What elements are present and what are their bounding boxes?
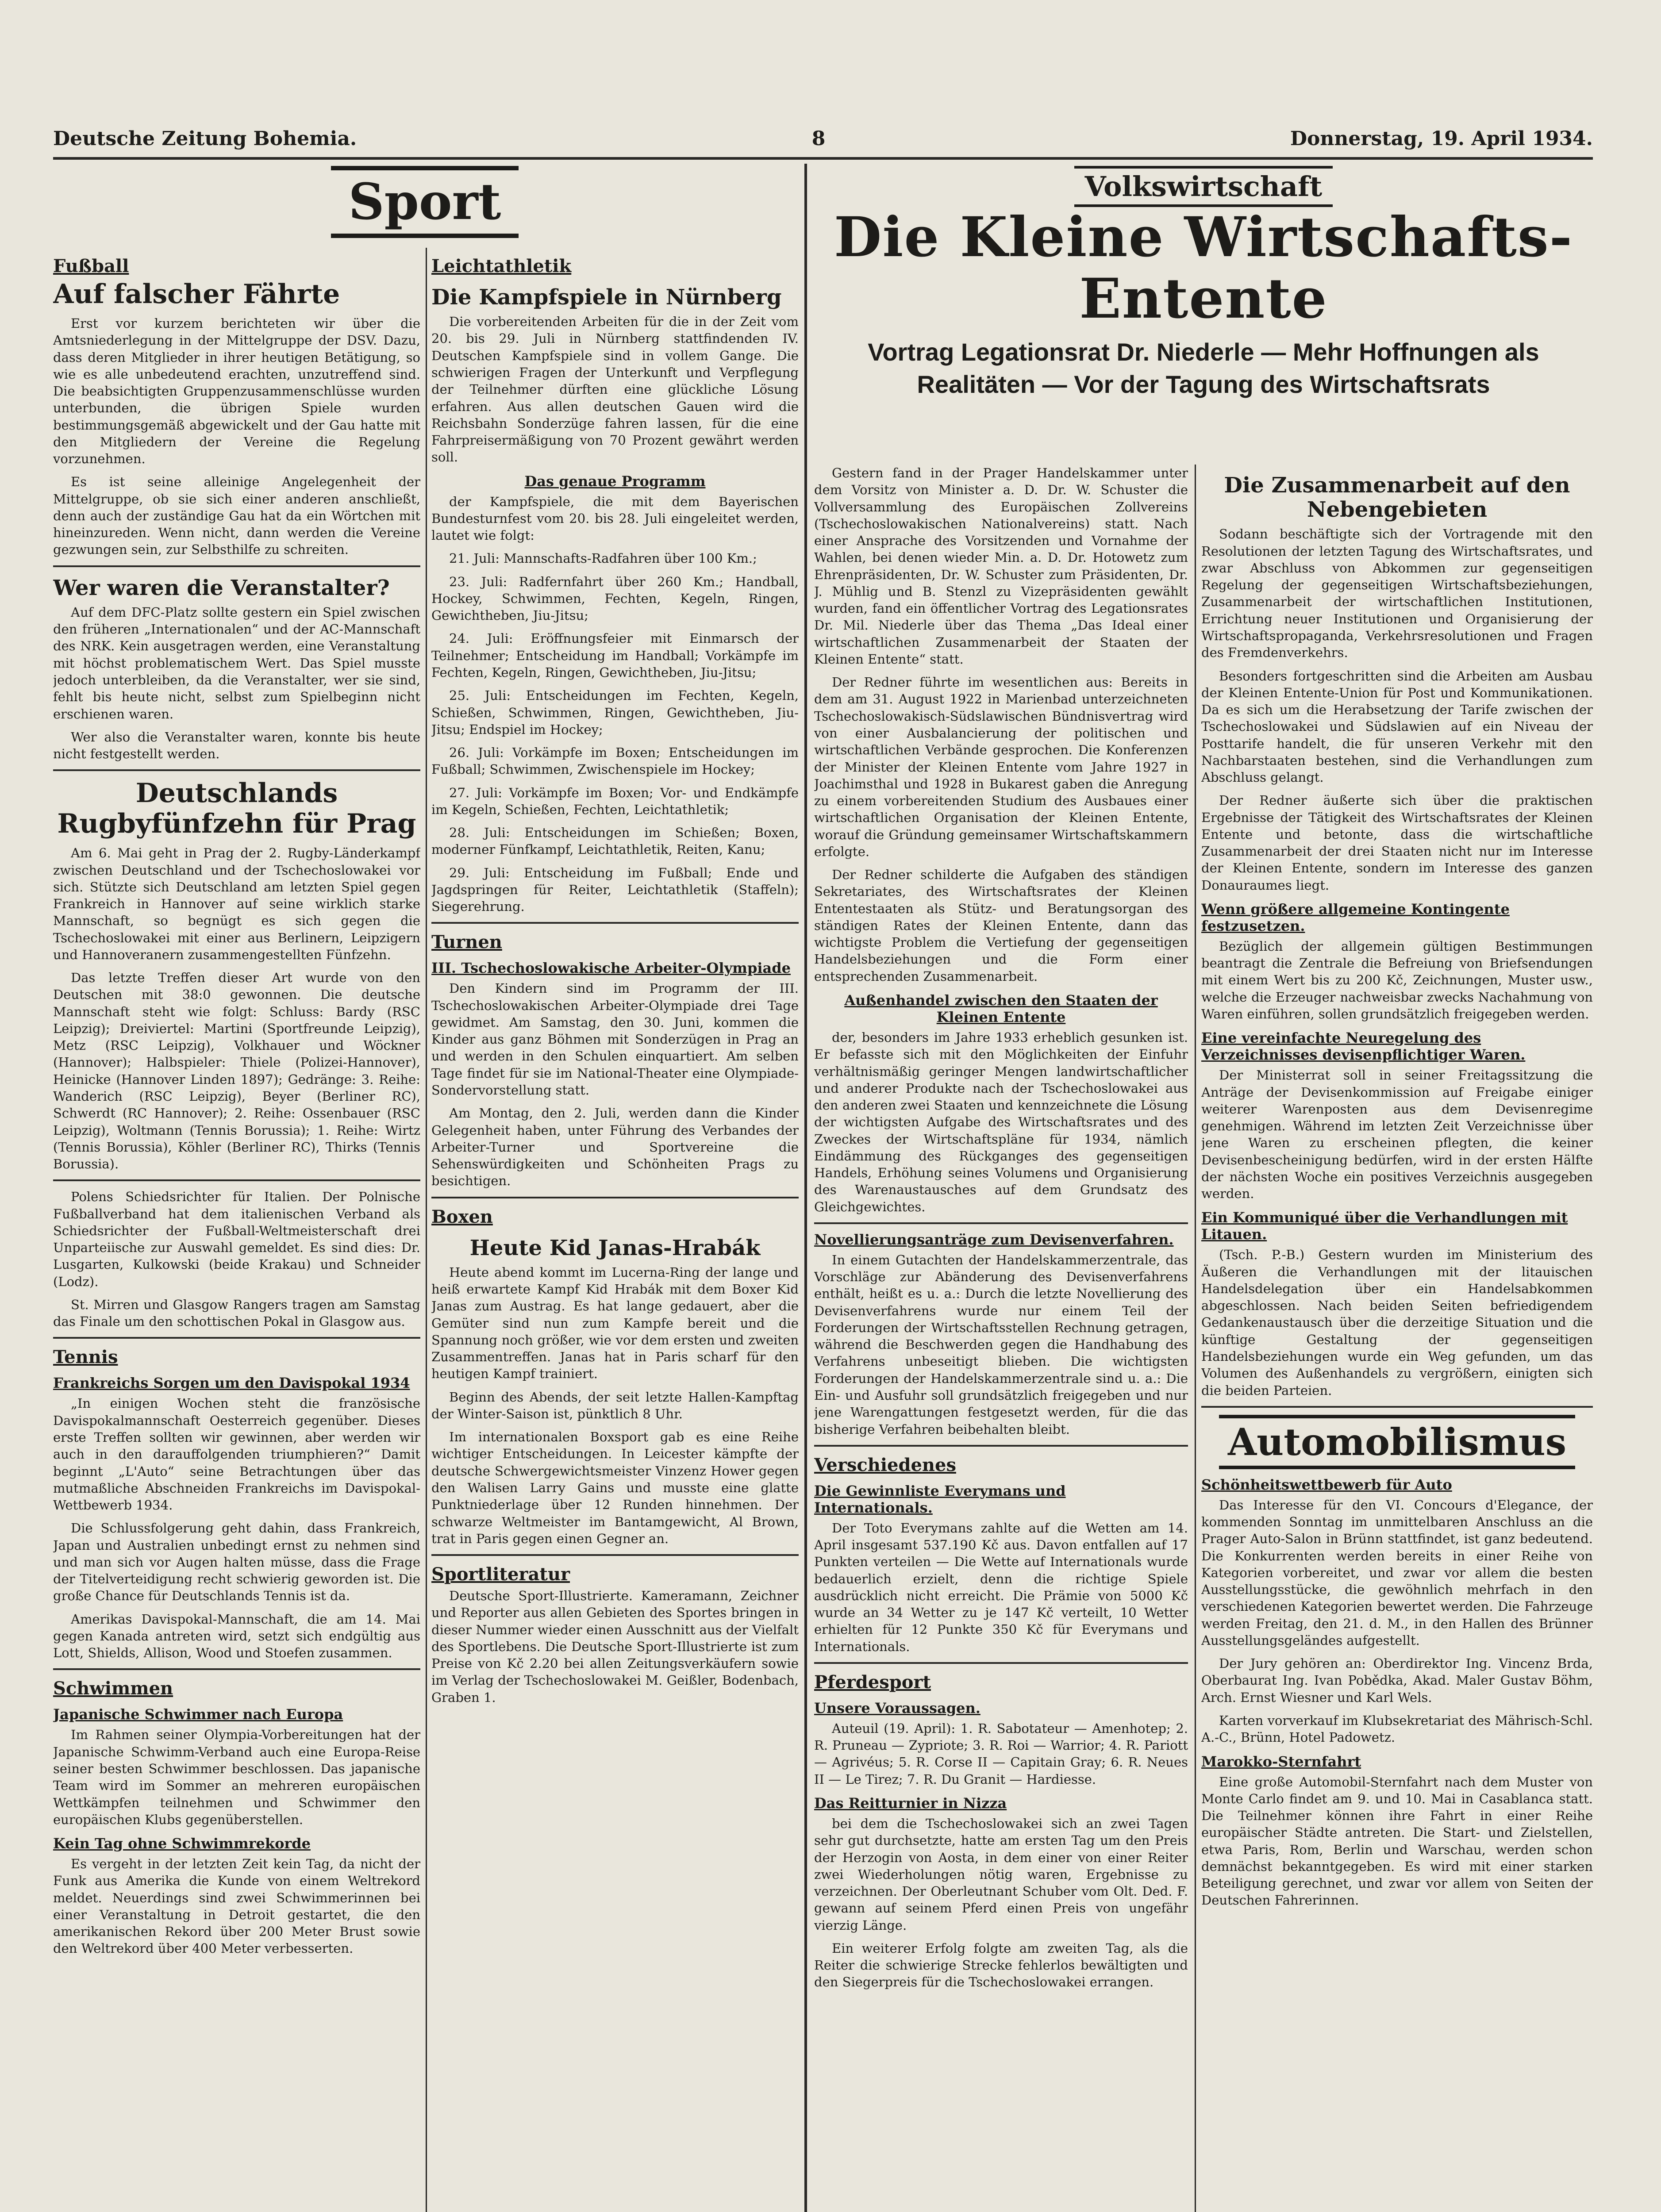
novel-body: In einem Gutachten der Handelskammerzentrale, das Vorschläge zur Abänderung des Devisenverfahrens enthält, heißt es u. a.: Durch die letzte Novellierung des Devisenverfahrens wurde nur einem Teil der Forderungen der Wirtschaftsstellen Rechnung getragen, während die Beschwerden gegen die Handhabung des Verfahrens unbeseitigt blieben. Die wichtigsten Forderungen der Handelskammerzentrale sind u. a.: Die Ein- und Ausfuhr soll grundsätzlich freigegeben und nur jene Warengattungen festgesetzt werden, für die das bisherige Verfahren beibehalten bleibt.: [814, 1252, 1188, 1437]
tennis-headline: Frankreichs Sorgen um den Davispokal 1934: [53, 1375, 410, 1392]
turnen-kicker: Turnen: [431, 932, 502, 953]
sportliteratur-body: Deutsche Sport-Illustrierte. Kameramann, Zeichner und Reporter aus allen Gebieten des Sportes bringen in dieser Nummer wieder einen Ausschnitt aus der Vielfalt des Sportlebens. Die Deutsche Sport-Illustrierte ist zum Preise von Kč 2.20 bei allen Zeitungsverkäufern sowie im Verlag der Tschechoslowakei M. Geißler, Bodenbach, Graben 1.: [431, 1588, 799, 1705]
kontingent-body: Bezüglich der allgemein gültigen Bestimmungen beantragt die Zentrale die Befreiung von Briefsendungen mit einem Wert bis zu 200 Kč, Zeichnungen, Muster usw., welche die Erzeuger nachweisbar zwecks Nachahmung von Waren einführen, sollen grundsätzlich freigegeben werden.: [1201, 938, 1593, 1022]
economy-left-column: [814, 465, 1188, 2212]
litauen-title: Ein Kommuniqué über die Verhandlungen mit Litauen.: [1201, 1209, 1568, 1243]
swim-headline-2: Kein Tag ohne Schwimmrekorde: [53, 1835, 311, 1852]
program-item: 27. Juli: Vorkämpfe im Boxen; Vor- und Endkämpfe im Kegeln, Schießen, Fechten, Leichtathletik;: [431, 785, 799, 817]
divider: [53, 769, 420, 771]
auto-jury: Der Jury gehören an: Oberdirektor Ing. Vincenz Brda, Oberbaurat Ing. Ivan Pobědka, Akad. Maler Gustav Böhm, Arch. Ernst Wiesner und Karl Wels.: [1201, 1656, 1593, 1705]
program-item: 23. Juli: Radfernfahrt über 260 Km.; Handball, Hockey, Schwimmen, Fechten, Kegeln, Ringen, Gewichtheben, Jiu-Jitsu;: [431, 574, 799, 623]
divider: [814, 1662, 1188, 1664]
economy-right-column: [1201, 465, 1593, 2212]
verzeichnis-body: Der Ministerrat soll in seiner Freitagssitzung die Anträge der Devisenkommission auf Freigabe einiger weiterer Warenposten aus dem Devisenregime genehmigen. Während im letzten Zeit Verzeichnisse über jene Waren zu erscheinen pflegten, die keiner Devisenbescheinigung bedürfen, wird in der ersten Hälfte der nächsten Woche ein positives Verzeichnis ausgegeben werden.: [1201, 1068, 1593, 1202]
veranstalter-body-2: Wer also die Veranstalter waren, konnte bis heute nicht festgestellt werden.: [53, 729, 420, 762]
issue-date: Donnerstag, 19. April 1934.: [1290, 127, 1593, 150]
economy-column-rule: [1195, 465, 1196, 2212]
nebengebiete-body-2: Besonders fortgeschritten sind die Arbeiten am Ausbau der Kleinen Entente-Union für Post und Kommunikationen. Da es sich um die Herabsetzung der Tarife zwischen der Tschechoslowakei und Südslawien auf ein Niveau der Posttarife handelt, die für unseren Verkehr mit den Nachbarstaaten bestehen, sind die Verhandlungen zum Abschluss gelangt.: [1201, 668, 1593, 785]
tips-body: Auteuil (19. April): 1. R. Sabotateur — Amenhotep; 2. R. Pruneau — Zypriote; 3. R. Roi — Warrior; 4. R. Pariott — Agrivéus; 5. R. Corse II — Capitain Gray; 6. R. Neues II — Le Tirez; 7. R. Du Granit — Hardiesse.: [814, 1720, 1188, 1787]
boxen-body: Heute abend kommt im Lucerna-Ring der lange und heiß erwartete Kampf Kid Hrabák mit dem Boxer Kid Janas zum Austrag. Es hat lange gedauert, aber die Gemüter sind nun zum Kampfe bereit und die Spannung noch größer, wie vor dem ersten und zweiten Zusammentreffen. Janas hat in Paris scharf für den heutigen Kampf trainiert.: [431, 1264, 799, 1382]
automobilismus-section-title: Automobilismus: [1219, 1415, 1575, 1469]
rugby-lineup: Das letzte Treffen dieser Art wurde von den Deutschen mit 38:0 gewonnen. Die deutsche Mannschaft steht wie folgt: Schluss: Bardy (RSC Leipzig); Dreiviertel: Martini (Sportfreunde Leipzig), Metz (RSC Leipzig), Volkhauer und Wöckner (Hannover); Halbspieler: Thiele (Polizei-Hannover), Heinicke (Hannover Linden 1897); Gedränge: 3. Reihe: Wanderich (RSC Leipzig), Beyer (Berliner RC), Schwerdt (RC Hannover); 2. Reihe: Ossenbauer (RSC Leipzig), Woltmann (Tennis Borussia); 1. Reihe: Wirtz (Tennis Borussia), Köhler (Berliner RC), Thirks (Tennis Borussia).: [53, 970, 420, 1172]
verschiedenes-body: Der Toto Everymans zahlte auf die Wetten am 14. April insgesamt 537.190 Kč aus. Davon entfallen auf 17 Punkten verteilen — Die Wette auf Internationals wurde bedauerlich erzielt, denn die richtige Spiele ausdrücklich nicht erreicht. Die Prämie von 5000 Kč wurde an 34 Wetter zu je 147 Kč verteilt, 10 Wetter erhielten für 12 Punkte 350 Kč für Everymans und Internationals.: [814, 1520, 1188, 1654]
nizza-body: bei dem die Tschechoslowakei sich an zwei Tagen sehr gut durchsetzte, hatte am ersten Tag um den Preis der Herzogin von Aosta, in dem einer von einer Reiter zwei Wiederholungen nötig waren, Ergebnisse zu verzeichnen. Der Oberleutnant Schuber vom Olt. Ded. F. gewann auf seinem Pferd einen Preis von ungefähr vierzig Länge.: [814, 1816, 1188, 1933]
swim-body-2: Es vergeht in der letzten Zeit kein Tag, da nicht der Funk aus Amerika die Kunde von einem Weltrekord meldet. Neuerdings sind zwei Schwimmerinnen bei einer Veranstaltung in Detroit gestartet, die den amerikanischen Rekord über 200 Meter Brust sowie den Weltrekord über 400 Meter verbesserten.: [53, 1856, 420, 1956]
rugby-body: Am 6. Mai geht in Prag der 2. Rugby-Länderkampf zwischen Deutschland und der Tschechoslowakei vor sich. Stützte sich Deutschland am letzten Spiel gegen Frankreich in Hannover auf seine wirklich starke Mannschaft, so begnügt es sich gegen die Tschechoslowakei mit einer aus Berlinern, Leipzigern und Hannoveranern zusammengestellten Fünfzehn.: [53, 845, 420, 962]
fussball-body-2: Es ist seine alleinige Angelegenheit der Mittelgruppe, ob sie sich einer anderen anschließt, denn auch der zuständige Gau hat da ein Wörtchen mit hineinzureden. Wenn nicht, dann werden die Vereine gezwungen sein, zur Selbsthilfe zu schreiten.: [53, 474, 420, 557]
tennis-body-2: Die Schlussfolgerung geht dahin, dass Frankreich, Japan und Australien unbedingt ernst zu nehmen sind und man sich vor Augen halten müsse, dass die Frage der Titelverteidigung recht schwierig geworden ist. Die große Chance für Deutschlands Tennis ist da.: [53, 1521, 420, 1604]
economy-main-headline: Die Kleine Wirtschafts-Entente: [834, 205, 1573, 331]
sport-column-rule: [426, 248, 427, 2212]
davis-cup-notice: Amerikas Davispokal-Mannschaft, die am 14. Mai gegen Kanada antreten wird, setzt sich endgültig aus Lott, Shields, Allison, Wood und Stoefen zusammen.: [53, 1611, 420, 1661]
auto-club: Karten vorverkauf im Klubsekretariat des Mährisch-Schl. A.-C., Brünn, Hotel Padowetz.: [1201, 1713, 1593, 1745]
economy-deck: Vortrag Legationsrat Dr. Niederle — Mehr Hoffnungen als Realitäten — Vor der Tagung des Wirtschaftsrats: [868, 338, 1539, 398]
sport-right-column: [431, 248, 799, 2212]
header-rule: [53, 157, 1593, 160]
auto-kicker: Schönheitswettbewerb für Auto: [1201, 1476, 1452, 1493]
publication-name: Deutsche Zeitung Bohemia.: [53, 127, 357, 150]
veranstalter-body: Auf dem DFC-Platz sollte gestern ein Spiel zwischen den früheren „Internationalen“ und der AC-Mannschaft des NRK. Kein ausgetragen werden, eine Veranstaltung mit höchst problematischem Wert. Das Spiel musste jedoch unterbleiben, da die Veranstalter, wer sie sind, fehlt bis heute nicht, selbst zum Spielbeginn nicht erschienen waren.: [53, 604, 420, 722]
rally-body: Eine große Automobil-Sternfahrt nach dem Muster von Monte Carlo findet am 9. und 10. Mai in Casablanca statt. Die Teilnehmer können ihre Fahrt in einer Reihe europäischer Städte antreten. Die Start- und Zielstellen, etwa Paris, Rom, Berlin und Warschau, werden schon demnächst bekanntgegeben. Es wird mit einer starken Beteiligung gerechnet, und zwar vor allem von Seiten der Deutschen Fahrerinnen.: [1201, 1774, 1593, 1908]
auto-body: Das Interesse für den VI. Concours d'Elegance, der kommenden Sonntag im unmittelbaren Anschluss an die Prager Auto-Salon in Brünn stattfindet, ist ganz bedeutend. Die Konkurrenten werden bereits in einer Reihe von Kategorien vorbereitet, und zwar vor allem die besten Ausstellungsstücke, die gewöhnlich mehrfach in den verschiedenen Kategorien bewertet werden. Die Fahrzeuge werden Freitag, den 21. d. M., in den Hallen des Brünner Ausstellungsgeländes aufgestellt.: [1201, 1497, 1593, 1648]
program-item: 21. Juli: Mannschafts-Radfahren über 100 Km.;: [449, 551, 757, 566]
leichtathletik-kicker: Leichtathletik: [431, 256, 572, 276]
program-item: 28. Juli: Entscheidungen im Schießen; Boxen, moderner Fünfkampf, Leichtathletik, Reiten, Kanu;: [431, 825, 799, 857]
sportliteratur-kicker: Sportliteratur: [431, 1564, 570, 1585]
program-item: 24. Juli: Eröffnungsfeier mit Einmarsch der Teilnehmer; Entscheidung im Handball; Vorkämpfe im Fechten, Kegeln, Ringen, Gewichtheben, Jiu-Jitsu;: [431, 631, 799, 680]
divider: [814, 1222, 1188, 1224]
veranstalter-headline: Wer waren die Veranstalter?: [53, 575, 390, 600]
novel-title: Novellierungsanträge zum Devisenverfahren.: [814, 1231, 1174, 1248]
swim-body: Im Rahmen seiner Olympia-Vorbereitungen hat der Japanische Schwimm-Verband auch eine Europa-Reise seiner besten Schwimmer beschlossen. Das japanische Team wird im Sommer an mehreren europäischen Wettkämpfen teilnehmen und Schwimmer den europäischen Klubs gegenüberstellen.: [53, 1727, 420, 1827]
sport-left-column: [53, 248, 420, 2212]
kontingent-title: Wenn größere allgemeine Kontingente festzusetzen.: [1201, 900, 1510, 934]
kampfspiele-headline: Die Kampfspiele in Nürnberg: [431, 285, 782, 310]
divider: [814, 1445, 1188, 1447]
program-intro: der Kampfspiele, die mit dem Bayerischen Bundesturnfest vom 20. bis 28. Juli eingeleitet werden, lautet wie folgt:: [431, 494, 799, 543]
verschiedenes-kicker: Verschiedenes: [814, 1454, 956, 1475]
tennis-body: „In einigen Wochen steht die französische Davispokalmannschaft Oesterreich gegenüber. Dieses erste Treffen sollten wir gewinnen, aber werden wir auch in den darauffolgenden triumphieren?“ Damit beginnt „L'Auto“ seine Betrachtungen über das mutmaßliche Abschneiden Frankreichs im Davispokal-Wettbewerb 1934.: [53, 1396, 420, 1513]
schwimmen-kicker: Schwimmen: [53, 1678, 173, 1699]
nebengebiete-body: Sodann beschäftigte sich der Vortragende mit den Resolutionen der letzten Tagung des Wirtschaftsrates, und zwar Abschluss von Abkommen zur gegenseitigen Regelung der gegenseitigen Wirtschaftsbeziehungen, Zusammenarbeit der wirtschaftlichen Institutionen, Errichtung neuer Institutionen und Organisierung der Wirtschaftspropaganda, Verkehrsresolutionen und Fragen des Fremdenverkehrs.: [1201, 526, 1593, 661]
center-column-rule: [804, 164, 807, 2212]
fussball-body: Erst vor kurzem berichteten wir über die Amtsniederlegung in der Mittelgruppe der DSV. Dazu, dass deren Mitglieder in ihrer heutigen Betätigung, so wie es alle unbedeutend erachten, unzutreffend sind. Die beabsichtigten Gruppenzusammenschlüsse wurden unterbunden, die übrigen Spiele wurden bestimmungsgemäß abgewickelt und der Gau hatte mit den Mitgliedern der Vereine die Regelung vorzunehmen.: [53, 316, 420, 467]
boxen-body-2: Beginn des Abends, der seit letzte Hallen-Kampftag der Winter-Saison ist, pünktlich 8 Uhr.: [431, 1389, 799, 1421]
turnen-body: Den Kindern sind im Programm der III. Tschechoslowakischen Arbeiter-Olympiade drei Tage gewidmet. Am Samstag, den 30. Juni, kommen die Kinder aus ganz Böhmen mit Sonderzügen in Prag an und werden in den Schulen einquartiert. Am selben Tage findet für sie im National-Theater eine Olympiade-Sondervorstellung statt.: [431, 981, 799, 1098]
boxen-kicker: Boxen: [431, 1206, 493, 1227]
polish-referees-notice: Polens Schiedsrichter für Italien. Der Polnische Fußballverband hat dem italienischen Verband als Schiedsrichter der Fußball-Weltmeisterschaft drei Unparteiische zur Auswahl gemeldet. Es sind dies: Dr. Lusgarten, Kulkowski (beide Krakau) und Schneider (Lodz).: [53, 1189, 420, 1289]
trade-title: Außenhandel zwischen den Staaten der Kleinen Entente: [844, 991, 1158, 1025]
glasgow-notice: St. Mirren und Glasgow Rangers tragen am Samstag das Finale um den schottischen Pokal in Glasgow aus.: [53, 1297, 420, 1329]
nebengebiete-body-3: Der Redner äußerte sich über die praktischen Ergebnisse der Tätigkeit des Wirtschaftsrates der Kleinen Entente und betonte, dass die wirtschaftliche Zusammenarbeit der drei Staaten nicht nur im Interesse der Kleinen Entente, sondern im Interesse des ganzen Donauraumes liegt.: [1201, 793, 1593, 893]
economy-body: Gestern fand in der Prager Handelskammer unter dem Vorsitz von Minister a. D. Dr. W. Schuster die Vollversammlung des Europäischen Zollvereins (Tschechoslowakischen Nationalvereins) statt. Nach einer Ansprache des Vorsitzenden und Vornahme der Wahlen, bei denen wieder Min. a. D. Dr. Hotowetz zum Ehrenpräsidenten, Dr. W. Schuster zum Präsidenten, Dr. J. Mühlig und B. Stenzl zu Vizepräsidenten gewählt wurden, fand ein öffentlicher Vortrag des Legationsrates Dr. Mil. Niederle über das Thema „Das Ideal einer wirtschaftlichen Zusammenarbeit der Staaten der Kleinen Entente“ statt.: [814, 465, 1188, 667]
trade-body: der, besonders im Jahre 1933 erheblich gesunken ist. Er befasste sich mit den Möglichkeiten der Einfuhr verhältnismäßig geringer Mengen landwirtschaftlicher und anderer Produkte nach der Tschechoslowakei aus den anderen zwei Staaten und kennzeichnete die Lösung der wichtigsten Aufgabe des Wirtschaftsrates und des Zweckes der Wirtschaftspläne für 1934, nämlich Eindämmung des Rückganges des gegenseitigen Handels, Erhöhung seines Volumens und Organisierung des Warenaustausches auf dem Grundsatz des Gleichgewichtes.: [814, 1029, 1188, 1214]
fussball-headline: Auf falscher Fährte: [53, 279, 340, 310]
divider: [431, 1197, 799, 1198]
program-item: 25. Juli: Entscheidungen im Fechten, Kegeln, Schießen, Schwimmen, Ringen, Gewichtheben, Jiu-Jitsu; Endspiel im Hockey;: [431, 688, 799, 737]
economy-headline-block: [814, 166, 1593, 467]
rugby-headline: Deutschlands Rugbyfünfzehn für Prag: [57, 778, 416, 840]
divider: [53, 1668, 420, 1670]
divider: [431, 1554, 799, 1556]
sport-section-header: [53, 166, 796, 241]
volkswirtschaft-section-title: Volkswirtschaft: [1074, 166, 1333, 207]
pferdesport-kicker: Pferdesport: [814, 1671, 931, 1693]
turnen-body-2: Am Montag, den 2. Juli, werden dann die Kinder Gelegenheit haben, unter Führung des Verbandes der Arbeiter-Turner und Sportvereine die Sehenswürdigkeiten und Schönheiten Prags zu besichtigen.: [431, 1106, 799, 1189]
boxing-international: Im internationalen Boxsport gab es eine Reihe wichtiger Entscheidungen. In Leicester kämpfte der deutsche Schwergewichtsmeister Vinzenz Hower gegen den Walisen Larry Gains und musste eine glatte Punktniederlage über 12 Runden hinnehmen. Der schwarze Weltmeister im Bantamgewicht, Al Brown, trat in Paris gegen einen Gegner an.: [431, 1429, 799, 1546]
rally-title: Marokko-Sternfahrt: [1201, 1753, 1361, 1770]
swim-headline: Japanische Schwimmer nach Europa: [53, 1706, 343, 1723]
divider: [53, 1337, 420, 1339]
turnen-headline: III. Tschechoslowakische Arbeiter-Olympiade: [431, 960, 791, 977]
kampfspiele-body: Die vorbereitenden Arbeiten für die in der Zeit vom 20. bis 29. Juli in Nürnberg stattfindenden IV. Deutschen Kampfspiele sind in vollem Gange. Die schwierigen Fragen der Unterkunft und Verpflegung der Teilnehmer dürften eine glückliche Lösung erfahren. Aus allen deutschen Gauen wird die Reichsbahn Sonderzüge fahren lassen, für die eine Fahrpreisermäßigung von 70 Prozent gewährt werden soll.: [431, 314, 799, 465]
divider: [431, 922, 799, 924]
divider: [1201, 1406, 1593, 1408]
boxen-headline: Heute Kid Janas-Hrabák: [469, 1235, 761, 1260]
nizza-body-2: Ein weiterer Erfolg folgte am zweiten Tag, als die Reiter die schwierige Strecke fehlerlos bewältigten und den Siegerpreis für die Tschechoslowakei errangen.: [814, 1940, 1188, 1990]
litauen-body: (Tsch. P.-B.) Gestern wurden im Ministerium des Äußeren die Verhandlungen mit der litauischen Handelsdelegation über ein Handelsabkommen abgeschlossen. Nach beiden Seiten befriedigendem Gedankenaustausch über die derzeitige Situation und die künftige Gestaltung der gegenseitigen Handelsbeziehungen wurde ein Weg gefunden, um das Volumen des Außenhandels zu vergrößern, einigten sich die beiden Parteien.: [1201, 1247, 1593, 1398]
verzeichnis-title: Eine vereinfachte Neuregelung des Verzeichnisses devisenpflichtiger Waren.: [1201, 1029, 1526, 1064]
verschiedenes-title: Die Gewinnliste Everymans und Internationals.: [814, 1482, 1066, 1516]
program-item: 26. Juli: Vorkämpfe im Boxen; Entscheidungen im Fußball; Schwimmen, Zwischenspiele im Hockey;: [431, 745, 799, 777]
divider: [53, 565, 420, 567]
sport-section-title: Sport: [331, 166, 519, 238]
nizza-title: Das Reitturnier in Nizza: [814, 1795, 1007, 1812]
tennis-kicker: Tennis: [53, 1347, 118, 1368]
economy-body-2: Der Redner führte im wesentlichen aus: Bereits in dem am 31. August 1922 in Marienbad unterzeichneten Tschechoslowakisch-Südslawischen Bündnisvertrag wird von einer Ausbalancierung der politischen und wirtschaftlichen Verbände gesprochen. Die Konferenzen der Minister der Kleinen Entente vom Jahre 1927 in Joachimsthal und 1928 in Bukarest gaben die Anregung zu einem vorbereitenden Studium des Ausbaues einer wirtschaftlichen Organisation der Kleinen Entente, worauf die Gründung gemeinsamer Wirtschaftskammern erfolgte.: [814, 675, 1188, 859]
nebengebiete-headline: Die Zusammenarbeit auf den Nebengebieten: [1224, 473, 1570, 522]
program-item: 29. Juli: Entscheidung im Fußball; Ende und Jagdspringen für Reiter, Leichtathletik (Staffeln); Siegerehrung.: [431, 865, 799, 914]
economy-body-3: Der Redner schilderte die Aufgaben des ständigen Sekretariates, des Wirtschaftsrates der Kleinen Ententestaaten als Stütz- und Beratungsorgan des ständigen Rates der Kleinen Entente, dann das wichtigste Problem die Vertiefung der gegenseitigen Handelsbeziehungen und die Form einer entsprechenden Zusammenarbeit.: [814, 867, 1188, 984]
fussball-kicker: Fußball: [53, 256, 129, 276]
divider: [53, 1179, 420, 1181]
page-header: [53, 127, 1593, 155]
tips-title: Unsere Voraussagen.: [814, 1699, 980, 1717]
page-number: 8: [811, 127, 826, 150]
program-title: Das genaue Programm: [524, 472, 706, 490]
